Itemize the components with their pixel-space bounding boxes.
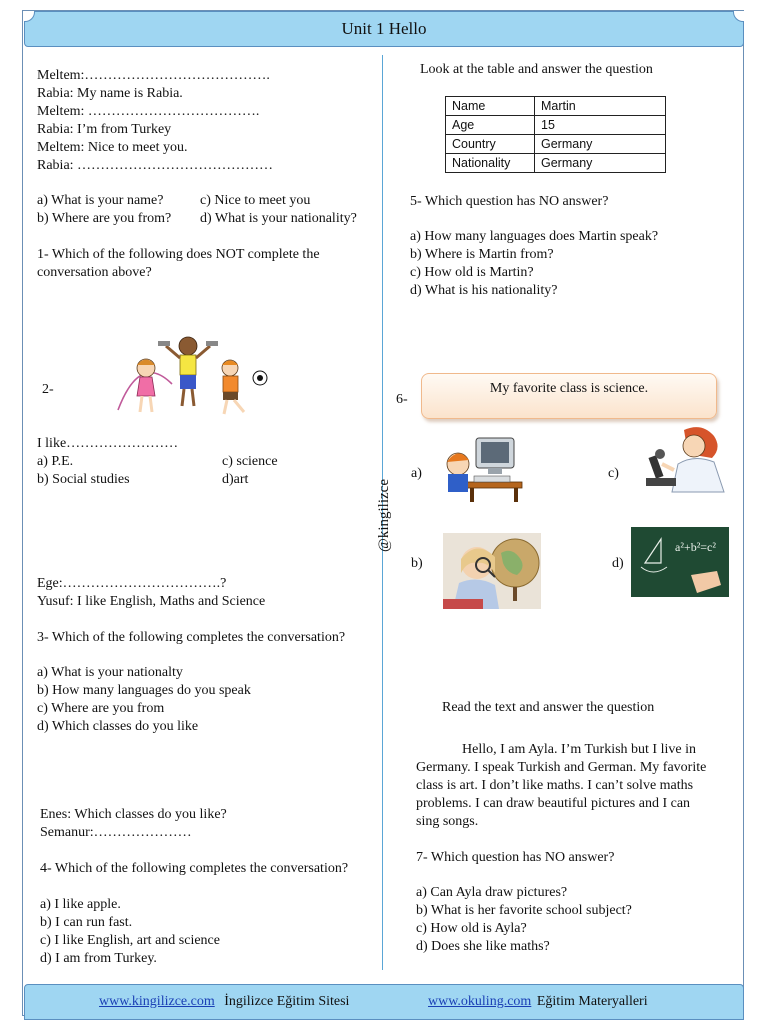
table-row <box>446 97 666 116</box>
watermark-text: @kingilizce <box>375 478 392 552</box>
footer-left <box>99 994 349 1010</box>
question-line: 1- Which of the following does NOT complete the <box>37 247 320 262</box>
option-item: b) Where is Martin from? <box>410 247 554 262</box>
option-1c: c) Nice to meet you <box>200 193 311 208</box>
conversation-3 <box>37 575 265 611</box>
option-item: c) How old is Martin? <box>410 265 534 280</box>
conversation-line: Rabia: My name is Rabia. <box>37 86 183 101</box>
option-item: d) I am from Turkey. <box>40 951 157 966</box>
passage-line: Germany. I speak Turkish and German. My favorite <box>416 760 707 775</box>
question-6-number: 6- <box>396 392 408 407</box>
table-instruction: Look at the table and answer the question <box>420 62 653 77</box>
header-banner <box>24 11 744 47</box>
table-key: Name <box>446 97 535 116</box>
kids-playing-illustration <box>110 332 270 418</box>
option-2a: a) P.E. <box>37 454 74 469</box>
table-key: Age <box>446 116 535 135</box>
option-2c: c) science <box>222 454 278 469</box>
table-value: Martin <box>535 97 666 116</box>
table-row <box>446 116 666 135</box>
question-5: 5- Which question has NO answer? <box>410 194 609 209</box>
conversation-1 <box>37 67 273 175</box>
question-2-stem: I like…………………… <box>37 436 179 451</box>
option-item: a) Can Ayla draw pictures? <box>416 885 568 900</box>
passage-line: Hello, I am Ayla. I’m Turkish but I live in <box>462 742 696 757</box>
conversation-line: Meltem:…………………………………. <box>37 68 270 83</box>
footer-link-kingilizce[interactable]: www.kingilizce.com <box>99 994 215 1009</box>
option-item: d) Does she like maths? <box>416 939 550 954</box>
option-1a: a) What is your name? <box>37 193 164 208</box>
question-3-options <box>37 664 251 736</box>
conversation-line: Enes: Which classes do you like? <box>40 807 227 822</box>
chalkboard-drawing <box>631 527 729 597</box>
option-item: b) How many languages do you speak <box>37 683 251 698</box>
footer-link-okuling[interactable]: www.okuling.com <box>428 994 532 1009</box>
footer-text-2: Eğitim Materyalleri <box>536 994 648 1009</box>
chalkboard-equation: a²+b²=c² <box>675 540 716 554</box>
question-5-options <box>410 228 658 300</box>
conversation-line: Meltem: Nice to meet you. <box>37 140 188 155</box>
option-1b: b) Where are you from? <box>37 211 172 226</box>
table-key: Country <box>446 135 535 154</box>
footer-right <box>428 994 648 1010</box>
option-item: b) What is her favorite school subject? <box>416 903 632 918</box>
option-6d-label: d) <box>612 556 624 571</box>
question-4-options <box>40 896 220 968</box>
conversation-line: Meltem: ………………………………. <box>37 104 260 119</box>
table-value: 15 <box>535 116 666 135</box>
passage-line: sing songs. <box>416 814 479 829</box>
option-item: a) How many languages does Martin speak? <box>410 229 659 244</box>
text-instruction: Read the text and answer the question <box>442 700 655 715</box>
option-item: a) I like apple. <box>40 897 121 912</box>
option-item: c) How old is Ayla? <box>416 921 527 936</box>
passage-line: class is art. I don’t like maths. I can’t solve maths <box>416 778 694 793</box>
option-item: c) Where are you from <box>37 701 165 716</box>
option-item: b) I can run fast. <box>40 915 133 930</box>
footer-text-1: İngilizce Eğitim Sitesi <box>224 994 350 1009</box>
speech-bubble-text: My favorite class is science. <box>489 381 649 396</box>
reading-passage <box>416 741 706 831</box>
table-value: Germany <box>535 154 666 173</box>
girl-globe-photo <box>443 533 541 609</box>
option-6a-label: a) <box>411 466 422 481</box>
table-row <box>446 135 666 154</box>
table-row <box>446 154 666 173</box>
table-key: Nationality <box>446 154 535 173</box>
option-item: a) What is your nationalty <box>37 665 183 680</box>
question-2-number: 2- <box>42 382 54 397</box>
page-title: Unit 1 Hello <box>341 19 427 38</box>
option-2d: d)art <box>222 472 249 487</box>
option-item: d) Which classes do you like <box>37 719 199 734</box>
conversation-line: Rabia: I’m from Turkey <box>37 122 172 137</box>
conversation-line: Ege:…………………………….? <box>37 576 227 591</box>
computer-kid-illustration <box>440 436 526 504</box>
watermark <box>372 470 396 560</box>
option-2b: b) Social studies <box>37 472 130 487</box>
option-item: d) What is his nationality? <box>410 283 558 298</box>
conversation-4 <box>40 806 227 842</box>
question-7-options <box>416 884 632 956</box>
question-4: 4- Which of the following completes the conversation? <box>40 861 349 876</box>
passage-line: problems. I can draw beautiful pictures and I can <box>416 796 691 811</box>
question-7: 7- Which question has NO answer? <box>416 850 615 865</box>
conversation-line: Rabia: …………………………………… <box>37 158 274 173</box>
speech-bubble <box>421 373 717 419</box>
question-1 <box>37 246 320 282</box>
option-6b-label: b) <box>411 556 423 571</box>
question-line: conversation above? <box>37 265 152 280</box>
question-3: 3- Which of the following completes the conversation? <box>37 630 346 645</box>
option-1d: d) What is your nationality? <box>200 211 357 226</box>
info-table <box>445 96 666 173</box>
table-value: Germany <box>535 135 666 154</box>
option-6c-label: c) <box>608 466 619 481</box>
chalkboard-math-photo <box>631 527 729 597</box>
conversation-line: Yusuf: I like English, Maths and Science <box>37 594 266 609</box>
scientist-microscope-illustration <box>638 424 732 494</box>
option-item: c) I like English, art and science <box>40 933 220 948</box>
conversation-line: Semanur:………………… <box>40 825 192 840</box>
